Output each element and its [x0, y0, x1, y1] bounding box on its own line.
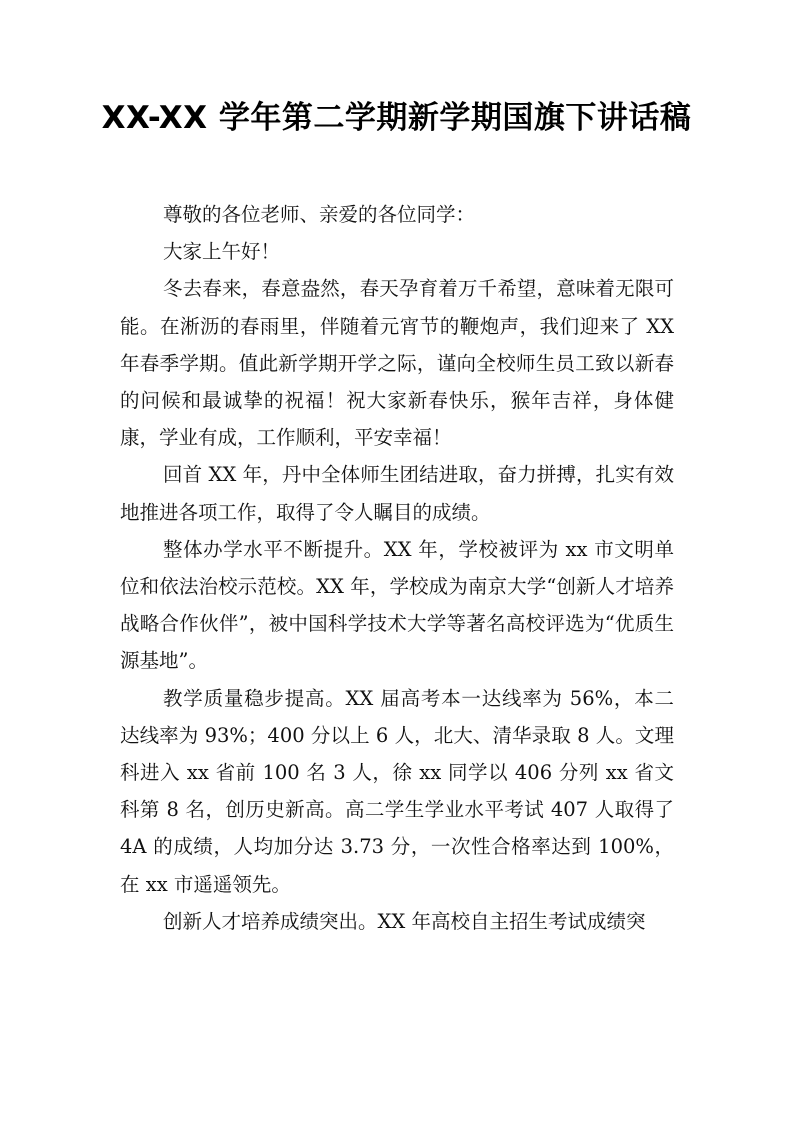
paragraph-review: 回首 XX 年，丹中全体师生团结进取，奋力拼搏，扎实有效地推进各项工作，取得了令人瞩目的成绩。	[120, 463, 674, 524]
document-title: XX-XX 学年第二学期新学期国旗下讲话稿	[101, 100, 692, 136]
paragraph-spring: 冬去春来，春意盎然，春天孕育着万千希望，意味着无限可能。在淅沥的春雨里，伴随着元宵节的鞭炮声，我们迎来了 XX 年春季学期。值此新学期开学之际，谨向全校师生员工致以新春的问候和最诚挚的祝福！祝大家新春快乐，猴年吉祥，身体健康，学业有成，工作顺利，平安幸福！	[120, 277, 674, 450]
paragraph-school-level: 整体办学水平不断提升。XX 年，学校被评为 xx 市文明单位和依法治校示范校。XX 年，学校成为南京大学“创新人才培养战略合作伙伴”，被中国科学技术大学等著名高校评选为“优质生源基地”。	[120, 537, 674, 673]
document-body	[120, 196, 674, 940]
paragraph-innovation: 创新人才培养成绩突出。XX 年高校自主招生考试成绩突	[163, 909, 646, 933]
paragraph-greeting: 大家上午好！	[163, 240, 281, 264]
paragraph-salutation: 尊敬的各位老师、亲爱的各位同学：	[163, 203, 476, 226]
paragraph-teaching-quality: 教学质量稳步提高。XX 届高考本一达线率为 56%，本二达线率为 93%；400 分以上 6 人，北大、清华录取 8 人。文理科进入 xx 省前 100 名 3 人，徐 xx 同学以 406 分列 xx 省文科第 8 名，创历史新高。高二学生学业水平考试 407 人取得了 4A 的成绩，人均加分达 3.73 分，一次性合格率达到 100%，在 xx 市遥遥领先。	[120, 686, 674, 896]
